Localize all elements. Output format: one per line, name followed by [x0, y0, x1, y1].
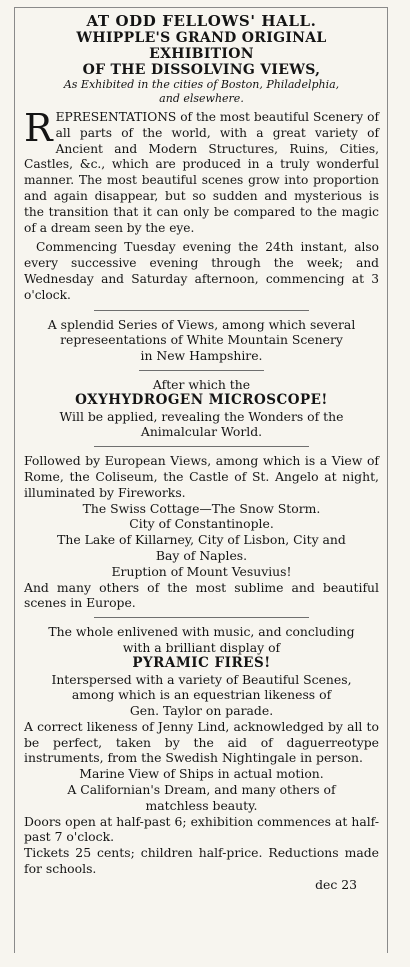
- doors-line: Doors open at half-past 6; exhibition commences at half-past 7 o'clock.: [24, 813, 379, 845]
- hall-title: AT ODD FELLOWS' HALL.: [86, 12, 317, 30]
- mountain-line-2: represeentations of White Mountain Scenery: [60, 332, 343, 348]
- finale-line-8: Marine View of Ships in actual motion.: [79, 766, 324, 782]
- tickets-line: Tickets 25 cents; children half-price. Reductions made for schools.: [24, 845, 379, 877]
- divider: [94, 446, 309, 447]
- exhibition-title-line-2: OF THE DISSOLVING VIEWS,: [82, 62, 321, 78]
- divider: [139, 370, 264, 371]
- finale-line-5: among which is an equestrian likeness of: [71, 687, 332, 703]
- mountain-section: [24, 317, 379, 364]
- mountain-line-3: in New Hampshire.: [140, 348, 263, 364]
- intro-text: EPRESENTATIONS of the most beautiful Scenery of all parts of the world, with a great variety of Ancient and Modern Structures, Ruins, Cities, Castles, &c., which are produced in a truly wonderful manner. The most beautiful scenes grow into proportion and again disappear, but so sudden and mysterious is the transition that it can only be compared to the magic of a dream seen by the eye.: [24, 110, 379, 235]
- finale-line-4: Interspersed with a variety of Beautiful Scenes,: [51, 671, 352, 687]
- microscope-line-3: Will be applied, revealing the Wonders of the: [59, 408, 344, 424]
- europe-line-4: The Lake of Killarney, City of Lisbon, City and: [57, 532, 346, 548]
- mountain-line-1: A splendid Series of Views, among which several: [47, 316, 356, 332]
- europe-section: [24, 453, 379, 611]
- microscope-section: [24, 377, 379, 440]
- finale-line-6: Gen. Taylor on parade.: [129, 703, 274, 719]
- europe-line-1: Followed by European Views, among which is a View of Rome, the Coliseum, the Castle of St. Angelo at night, illuminated by Fireworks.: [24, 453, 379, 500]
- finale-line-10: matchless beauty.: [145, 797, 258, 813]
- microscope-heading: OXYHYDROGEN MICROSCOPE!: [75, 391, 328, 408]
- advertisement-column: [14, 7, 388, 953]
- europe-line-7: And many others of the most sublime and beautiful scenes in Europe.: [24, 579, 379, 611]
- divider: [94, 310, 309, 311]
- europe-line-6: Eruption of Mount Vesuvius!: [111, 563, 292, 579]
- exhibited-cities-line-2: and elsewhere.: [159, 92, 244, 105]
- pyramic-fires-heading: PYRAMIC FIRES!: [132, 654, 271, 671]
- finale-section: [24, 624, 379, 893]
- schedule-paragraph: Commencing Tuesday evening the 24th instant, also every successive evening through the week; and Wednesday and Saturday afternoon, commencing at 3 o'clock.: [24, 240, 379, 302]
- finale-line-1: The whole enlivened with music, and concluding: [48, 624, 355, 640]
- exhibited-cities-line-1: As Exhibited in the cities of Boston, Philadelphia,: [63, 78, 340, 91]
- europe-line-5: Bay of Naples.: [155, 547, 248, 563]
- microscope-line-4: Animalcular World.: [140, 424, 263, 440]
- europe-line-3: City of Constantinople.: [129, 516, 274, 532]
- intro-paragraph: [24, 106, 379, 236]
- date-stamp: dec 23: [315, 876, 357, 892]
- drop-cap: R: [24, 106, 53, 150]
- europe-line-2: The Swiss Cottage—The Snow Storm.: [82, 500, 321, 516]
- finale-line-7: A correct likeness of Jenny Lind, acknowledged by all to be perfect, taken by the aid of daguerreotype instruments, from the Swedish Nightingale in person.: [24, 718, 379, 766]
- finale-line-9: A Californian's Dream, and many others of: [67, 782, 336, 798]
- exhibition-title-line-1: WHIPPLE'S GRAND ORIGINAL EXHIBITION: [76, 30, 327, 62]
- finale-line-2: with a brilliant display of: [122, 639, 281, 655]
- divider: [94, 617, 309, 618]
- microscope-line-1: After which the: [152, 376, 251, 392]
